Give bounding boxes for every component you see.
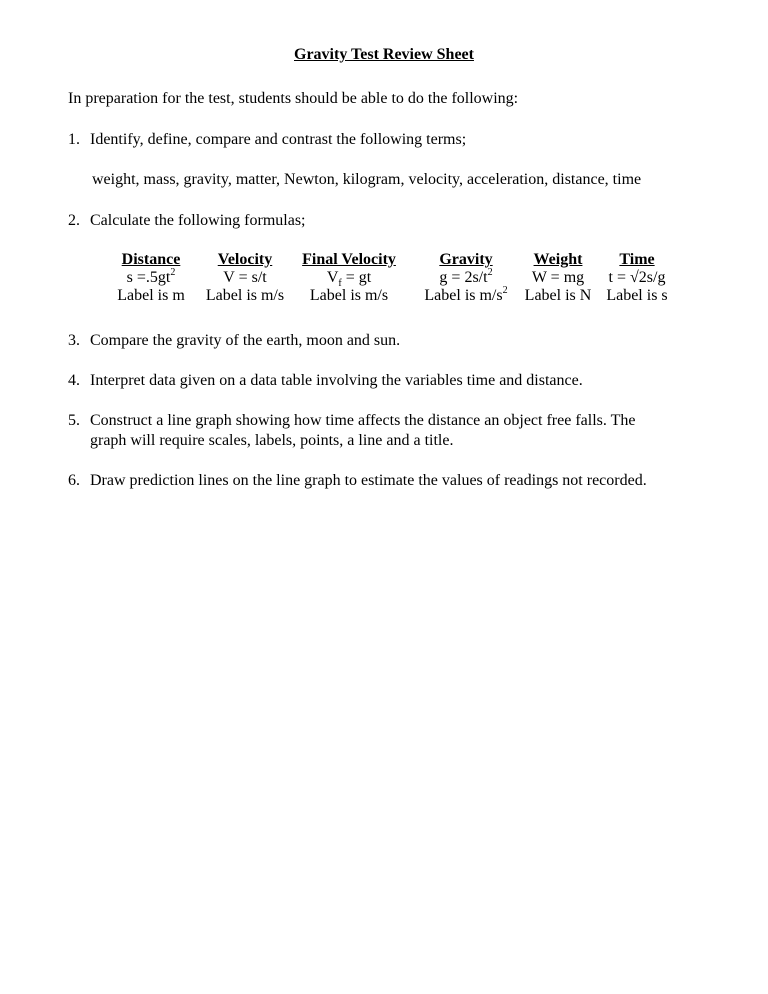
list-item-5 xyxy=(68,412,635,430)
formula-distance xyxy=(112,251,190,305)
terms-list: weight, mass, gravity, matter, Newton, kilogram, velocity, acceleration, distance, time xyxy=(92,171,642,188)
formula-label: Label is m xyxy=(117,287,185,304)
item-number: 4. xyxy=(68,372,80,389)
list-item-6 xyxy=(68,472,647,490)
page-title: Gravity Test Review Sheet xyxy=(294,46,474,63)
formula-label: Label is m/s xyxy=(309,287,389,304)
item-text: Interpret data given on a data table involving the variables time and distance. xyxy=(90,372,583,389)
formula-velocity xyxy=(198,251,292,305)
item-text: Construct a line graph showing how time affects the distance an object free falls. The xyxy=(90,412,636,429)
formula-expression: $g = 2s/t^2$ xyxy=(439,266,493,286)
formula-gravity xyxy=(416,251,516,305)
list-item-2 xyxy=(68,212,306,230)
list-item-4 xyxy=(68,372,583,390)
formula-heading: Time xyxy=(619,251,655,268)
item-text: Identify, define, compare and contrast the following terms; xyxy=(90,131,467,148)
formula-label: Label is $m/s^2$ xyxy=(424,284,508,304)
formula-label: Label is m/s xyxy=(205,287,285,304)
formula-expression: V = s/t xyxy=(223,269,267,286)
formula-heading: Velocity xyxy=(217,251,273,268)
intro-text: In preparation for the test, students should be able to do the following: xyxy=(68,90,519,107)
list-item-3 xyxy=(68,332,400,350)
item-text: Compare the gravity of the earth, moon and sun. xyxy=(90,332,401,349)
item-number: 5. xyxy=(68,412,80,429)
formula-expression: $V_f$ = gt xyxy=(326,269,372,290)
formula-label: Label is s xyxy=(606,287,668,304)
formula-time xyxy=(600,251,674,305)
list-item-5-continued: graph will require scales, labels, points, a line and a title. xyxy=(90,432,454,449)
formula-label: Label is N xyxy=(524,287,592,304)
formula-expression: t = √2s/g xyxy=(608,269,666,286)
list-item-1 xyxy=(68,131,466,149)
item-number: 6. xyxy=(68,472,80,489)
formula-heading: Distance xyxy=(121,251,181,268)
item-text: Draw prediction lines on the line graph to estimate the values of readings not recorded. xyxy=(90,472,647,489)
item-text: Calculate the following formulas; xyxy=(90,212,306,229)
formula-final-velocity xyxy=(296,251,402,305)
formula-expression: $s =.5gt^2$ xyxy=(126,266,176,286)
formula-heading: Final Velocity xyxy=(302,251,396,268)
formula-heading: Gravity xyxy=(439,251,493,268)
item-number: 1. xyxy=(68,131,80,148)
item-number: 2. xyxy=(68,212,80,229)
item-number: 3. xyxy=(68,332,80,349)
formula-expression: W = mg xyxy=(531,269,585,286)
formula-weight xyxy=(518,251,598,305)
formula-heading: Weight xyxy=(533,251,583,268)
